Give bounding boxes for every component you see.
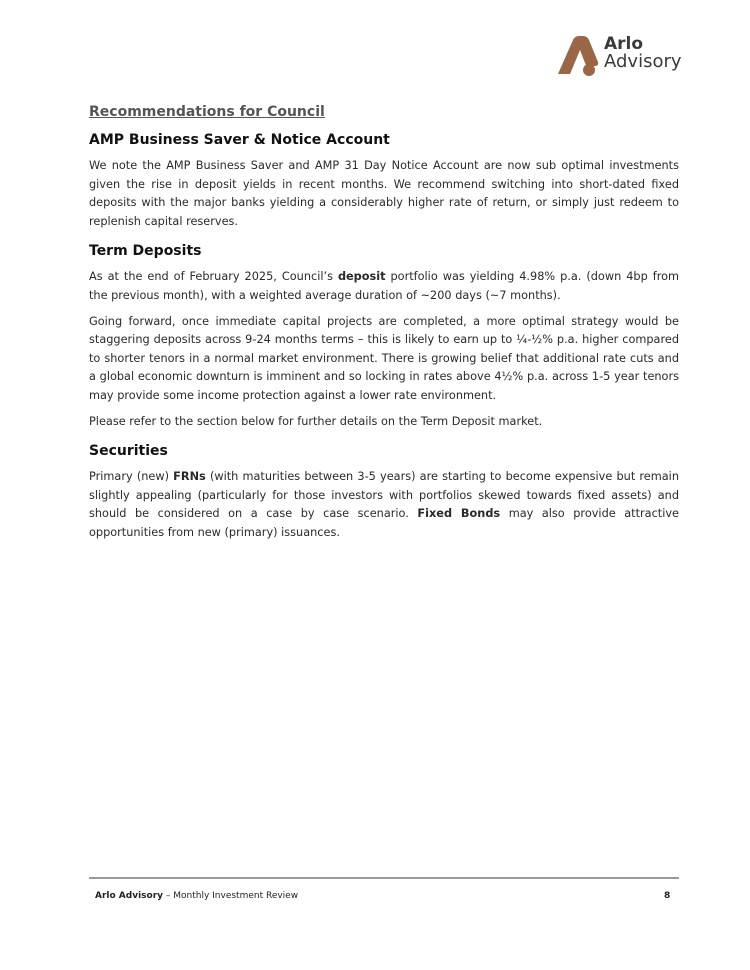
term-deposits-paragraph-2: Going forward, once immediate capital projects are completed, a more optimal strategy would be staggering deposits across 9-24 months terms – this is likely to earn up to ¼-½% p.a. higher compared to shorter tenors in a normal market environment. There is growing belief that additional rate cuts and a global economic downturn is imminent and so locking in rates above 4½% p.a. across 1-5 year tenors may provide some income protection against a lower rate environment. bbox=[89, 314, 679, 402]
logo-name-line1: Arlo bbox=[604, 34, 644, 54]
page-content bbox=[89, 104, 679, 550]
term-deposits-paragraph-1: As at the end of February 2025, Council’s deposit portfolio was yielding 4.98% p.a. (down 4bp from the previous month), with a weighted average duration of ~200 days (~7 months). bbox=[89, 270, 680, 302]
amp-paragraph: We note the AMP Business Saver and AMP 31 Day Notice Account are now sub optimal investments given the rise in deposit yields in recent months. We recommend switching into short-dated fixed deposits with the major banks yielding a considerably higher rate of return, or simply just redeem to replenish capital reserves. bbox=[89, 159, 679, 228]
logo-name-line2: Advisory bbox=[604, 51, 682, 72]
arlo-logo-icon bbox=[556, 36, 600, 76]
footer-title: Arlo Advisory – Monthly Investment Review bbox=[95, 891, 299, 901]
amp-heading: AMP Business Saver & Notice Account bbox=[89, 132, 390, 148]
term-deposits-heading: Term Deposits bbox=[89, 243, 202, 260]
securities-heading: Securities bbox=[89, 443, 168, 460]
brand-logo bbox=[556, 34, 686, 76]
term-deposits-paragraph-3: Please refer to the section below for further details on the Term Deposit market. bbox=[89, 414, 543, 428]
page-number: 8 bbox=[664, 891, 671, 901]
securities-paragraph: Primary (new) FRNs (with maturities between 3-5 years) are starting to become expensive but remain slightly appealing (particularly for those investors with portfolios skewed towards fixed assets) and should be considered on a case by case scenario. Fixed Bonds may also provide attractive opportunities from new (primary) issuances. bbox=[89, 470, 679, 539]
footer-divider bbox=[89, 877, 679, 879]
section-title: Recommendations for Council bbox=[89, 104, 325, 120]
